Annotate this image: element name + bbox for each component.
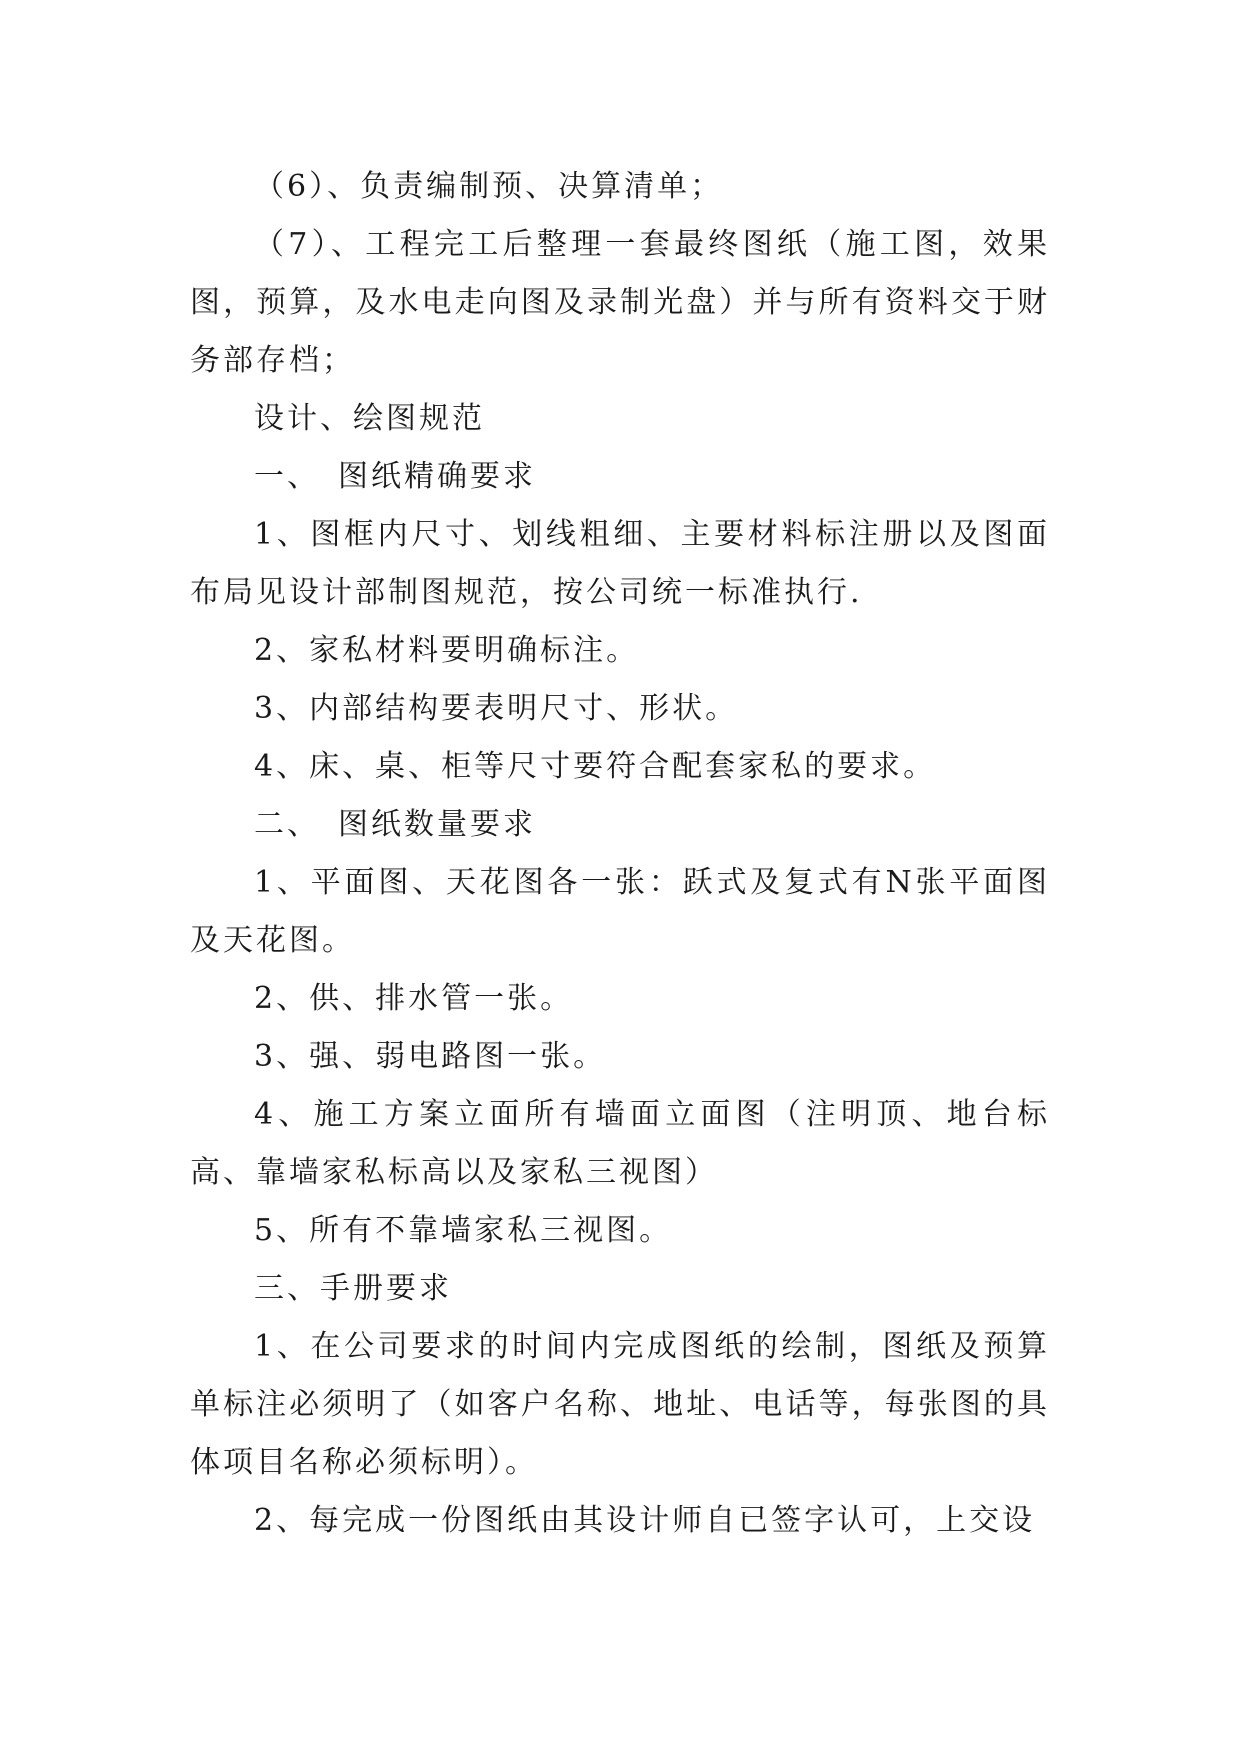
paragraph-item-6: （6）、负责编制预、决算清单； [254,169,724,204]
paragraph-manual-2: 2、每完成一份图纸由其设计师自已签字认可，上交设 [254,1503,1036,1538]
paragraph-accuracy-2: 2、家私材料要明确标注。 [254,633,640,668]
section-heading-design-drawing-standards: 设计、绘图规范 [254,401,485,436]
paragraph-quantity-5: 5、所有不靠墙家私三视图。 [254,1213,673,1248]
paragraph-quantity-3: 3、强、弱电路图一张。 [254,1039,607,1074]
paragraph-quantity-2: 2、供、排水管一张。 [254,981,574,1016]
paragraph-accuracy-4: 4、床、桌、柜等尺寸要符合配套家私的要求。 [254,749,937,784]
paragraph-quantity-4: 4、施工方案立面所有墙面立面图（注明顶、地台标高、靠墙家私标高以及家私三视图） [190,1097,1050,1190]
paragraph-accuracy-3: 3、内部结构要表明尺寸、形状。 [254,691,739,726]
paragraph-quantity-1: 1、平面图、天花图各一张：跃式及复式有N张平面图及天花图。 [190,865,1050,958]
paragraph-manual-1: 1、在公司要求的时间内完成图纸的绘制，图纸及预算单标注必须明了（如客户名称、地址、电话等，每张图的具体项目名称必须标明）。 [190,1329,1050,1480]
paragraph-accuracy-1: 1、图框内尺寸、划线粗细、主要材料标注册以及图面布局见设计部制图规范，按公司统一标准执行. [190,517,1050,610]
subheading-drawing-quantity: 二、 图纸数量要求 [254,807,536,842]
subheading-manual-requirements: 三、手册要求 [254,1271,452,1306]
paragraph-item-7: （7）、工程完工后整理一套最终图纸（施工图，效果图，预算，及水电走向图及录制光盘）并与所有资料交于财务部存档； [190,227,1050,378]
subheading-drawing-accuracy: 一、 图纸精确要求 [254,459,536,494]
document-body [190,158,1050,1550]
